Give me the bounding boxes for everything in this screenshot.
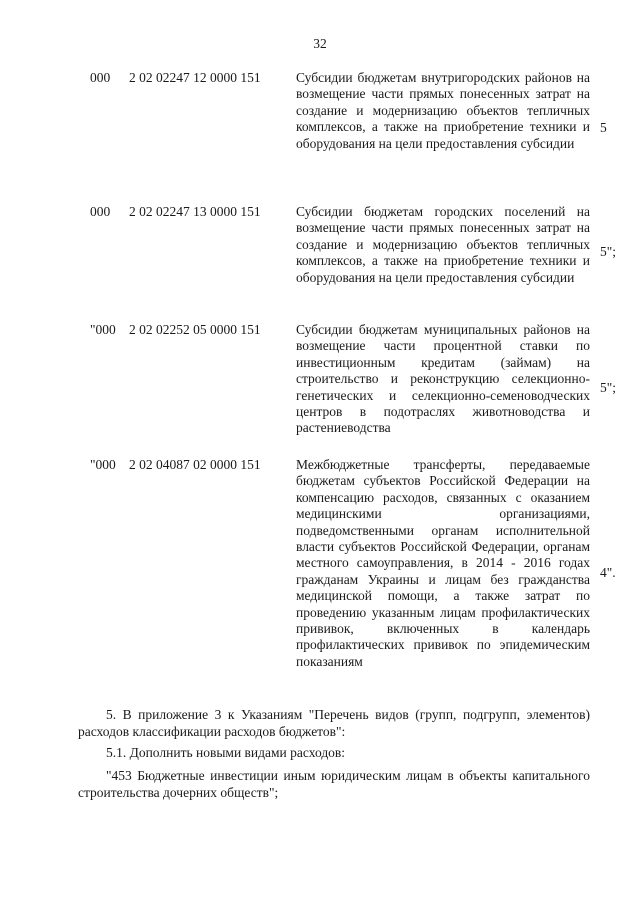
amendment-subparagraph: 5.1. Дополнить новыми видами расходов: <box>106 745 346 760</box>
row-number: 4". <box>600 565 616 580</box>
row-code: "000 <box>90 322 116 337</box>
page-number: 32 <box>313 36 327 51</box>
row-description: Субсидии бюджетам муниципальных районов на возмещение части процентной ставки по инвестиционным кредитам (займам) на строительство и реконструкцию селекционно-генетических и селекционно-семеноводческих центров в подотраслях животноводства и растениеводства <box>296 322 590 436</box>
row-code: 000 <box>90 204 111 219</box>
row-description: Субсидии бюджетам городских поселений на возмещение части прямых понесенных затрат на создание и модернизацию объектов тепличных комплексов, а также на приобретение техники и оборудования на цели предоставления субсидии <box>296 204 590 285</box>
row-description: Межбюджетные трансферты, передаваемые бюджетам субъектов Российской Федерации на компенсацию расходов, связанных с оказанием медицинскими организациями, подведомственными органам исполнительной власти субъектов Российской Федерации, органам местного самоуправления, в 2014 - 2016 годах гражданам Украины и лицам без гражданства медицинской помощи, а также затрат по проведению указанным лицам профилактических прививок, включенных в календарь профилактических прививок по эпидемическим показаниям <box>296 457 590 669</box>
row-kbk-code: 2 02 02247 12 0000 151 <box>129 70 261 85</box>
row-kbk-code: 2 02 04087 02 0000 151 <box>129 457 261 472</box>
row-code: "000 <box>90 457 116 472</box>
expense-type-entry: "453 Бюджетные инвестиции иным юридическим лицам в объекты капитального строительства дочерних обществ"; <box>78 768 590 800</box>
row-description: Субсидии бюджетам внутригородских районов на возмещение части прямых понесенных затрат на создание и модернизацию объектов тепличных комплексов, а также на приобретение техники и оборудования на цели предоставления субсидии <box>296 70 590 151</box>
row-kbk-code: 2 02 02252 05 0000 151 <box>129 322 261 337</box>
row-number: 5"; <box>600 244 617 259</box>
row-number: 5"; <box>600 380 617 395</box>
row-kbk-code: 2 02 02247 13 0000 151 <box>129 204 261 219</box>
row-number: 5 <box>600 120 607 135</box>
row-code: 000 <box>90 70 111 85</box>
amendment-paragraph: 5. В приложение 3 к Указаниям "Перечень видов (групп, подгрупп, элементов) расходов классификации расходов бюджетов": <box>78 707 590 739</box>
